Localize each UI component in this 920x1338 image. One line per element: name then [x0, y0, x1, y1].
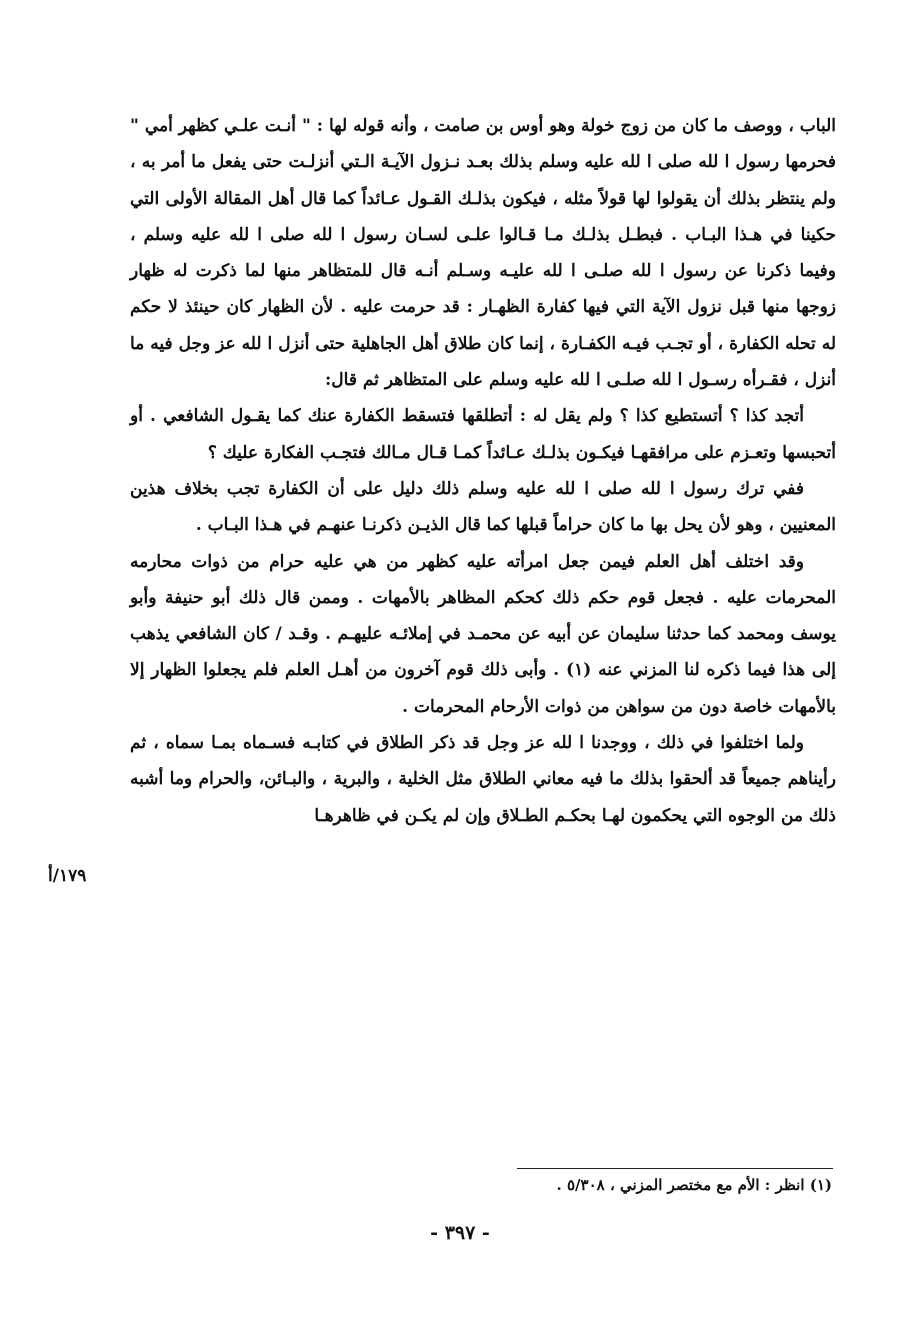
- paragraph-3: ففي ترك رسول ا لله صلى ا لله عليه وسلم ذلك دليل على أن الكفارة تجب بخلاف هذين المعنيين ، وهو لأن يحل بها ما كان حراماً قبلها كما قال الذيـن ذكرنـا عنهـم في هـذا البـاب .: [130, 478, 836, 536]
- paragraph-5: ولما اختلفوا في ذلك ، ووجدنا ا لله عز وجل قد ذكر الطلاق في كتابـه فسـماه بمـا سماه ، ثم رأيناهم جميعاً قد ألحقوا بذلك ما فيه معاني الطلاق مثل الخلية ، والبرية ، والبـائن، والحرام وما أشبه ذلك من الوجوه التي يحكمون لهـا بحكـم الطـلاق وإن لم يكـن في ظاهرهـا: [130, 733, 836, 826]
- footnote-divider: [517, 1168, 833, 1169]
- manuscript-folio-marker: ١٧٩/أ: [48, 866, 87, 886]
- page-number: - ٣٩٧ -: [430, 1222, 490, 1244]
- paragraph-2: أتجد كذا ؟ أتستطيع كذا ؟ ولم يقل له : أتطلقها فتسقط الكفارة عنك كما يقـول الشافعي . أو أتحبسها وتعـزم على مرافقهـا فيكـون بذلـك عـائداً كمـا قـال مـالك فتجـب الفكارة عليك ؟: [130, 406, 836, 463]
- footnote: (١) انظر : الأم مع مختصر المزني ، ٥/٣٠٨ .: [556, 1176, 832, 1194]
- paragraph-4: وقد اختلف أهل العلم فيمن جعل امرأته عليه كظهر من هي عليه حرام من ذوات محارمه المحرمات عليه . فجعل قوم حكم ذلك كحكم المظاهر بالأمهات . وممن قال ذلك أبو حنيفة وأبو يوسف ومحمد كما حدثنا سليمان عن أبيه عن محمـد في إملائـه عليهـم . وقـد / كان الشافعي يذهب إلى هذا فيما ذكره لنا المزني عنه (١) . وأبى ذلك قوم آخرون من أهـل العلم فلم يجعلوا الظهار إلا بالأمهات خاصة دون من سواهن من ذوات الأرحام المحرمات .: [130, 551, 836, 717]
- main-text-block: [130, 108, 836, 834]
- paragraph-1: الباب ، ووصف ما كان من زوج خولة وهو أوس بن صامت ، وأنه قوله لها : " أنـت علـي كظهر أمي " فحرمها رسول ا لله صلى ا لله عليه وسلم بذلك بعـد نـزول الآيـة الـتي أنزلـت حتى يفعل ما أمر به ، ولم ينتظر بذلك أن يقولوا لها قولاً مثله ، فيكون بذلـك القـول عـائداً كما قال أهل المقالة الأولى التي حكينا في هـذا البـاب . فبطـل بذلـك مـا قـالوا علـى لسـان رسول ا لله صلى ا لله عليه وسلم ، وفيما ذكرنا عن رسول ا لله صلـى ا لله عليـه وسـلم أنـه قال للمتظاهر منها لما ذكرت له ظهار زوجها منها قبل نزول الآية التي فيها كفارة الظهـار : قد حرمت عليه . لأن الظهار كان حينئذ لا حكم له تحله الكفارة ، أو تجـب فيـه الكفـارة ، إنما كان طلاق أهل الجاهلية حتى أنزل ا لله عز وجل فيه ما أنزل ، فقـرأه رسـول ا لله صلـى ا لله عليه وسلم على المتظاهر ثم قال:: [130, 116, 836, 391]
